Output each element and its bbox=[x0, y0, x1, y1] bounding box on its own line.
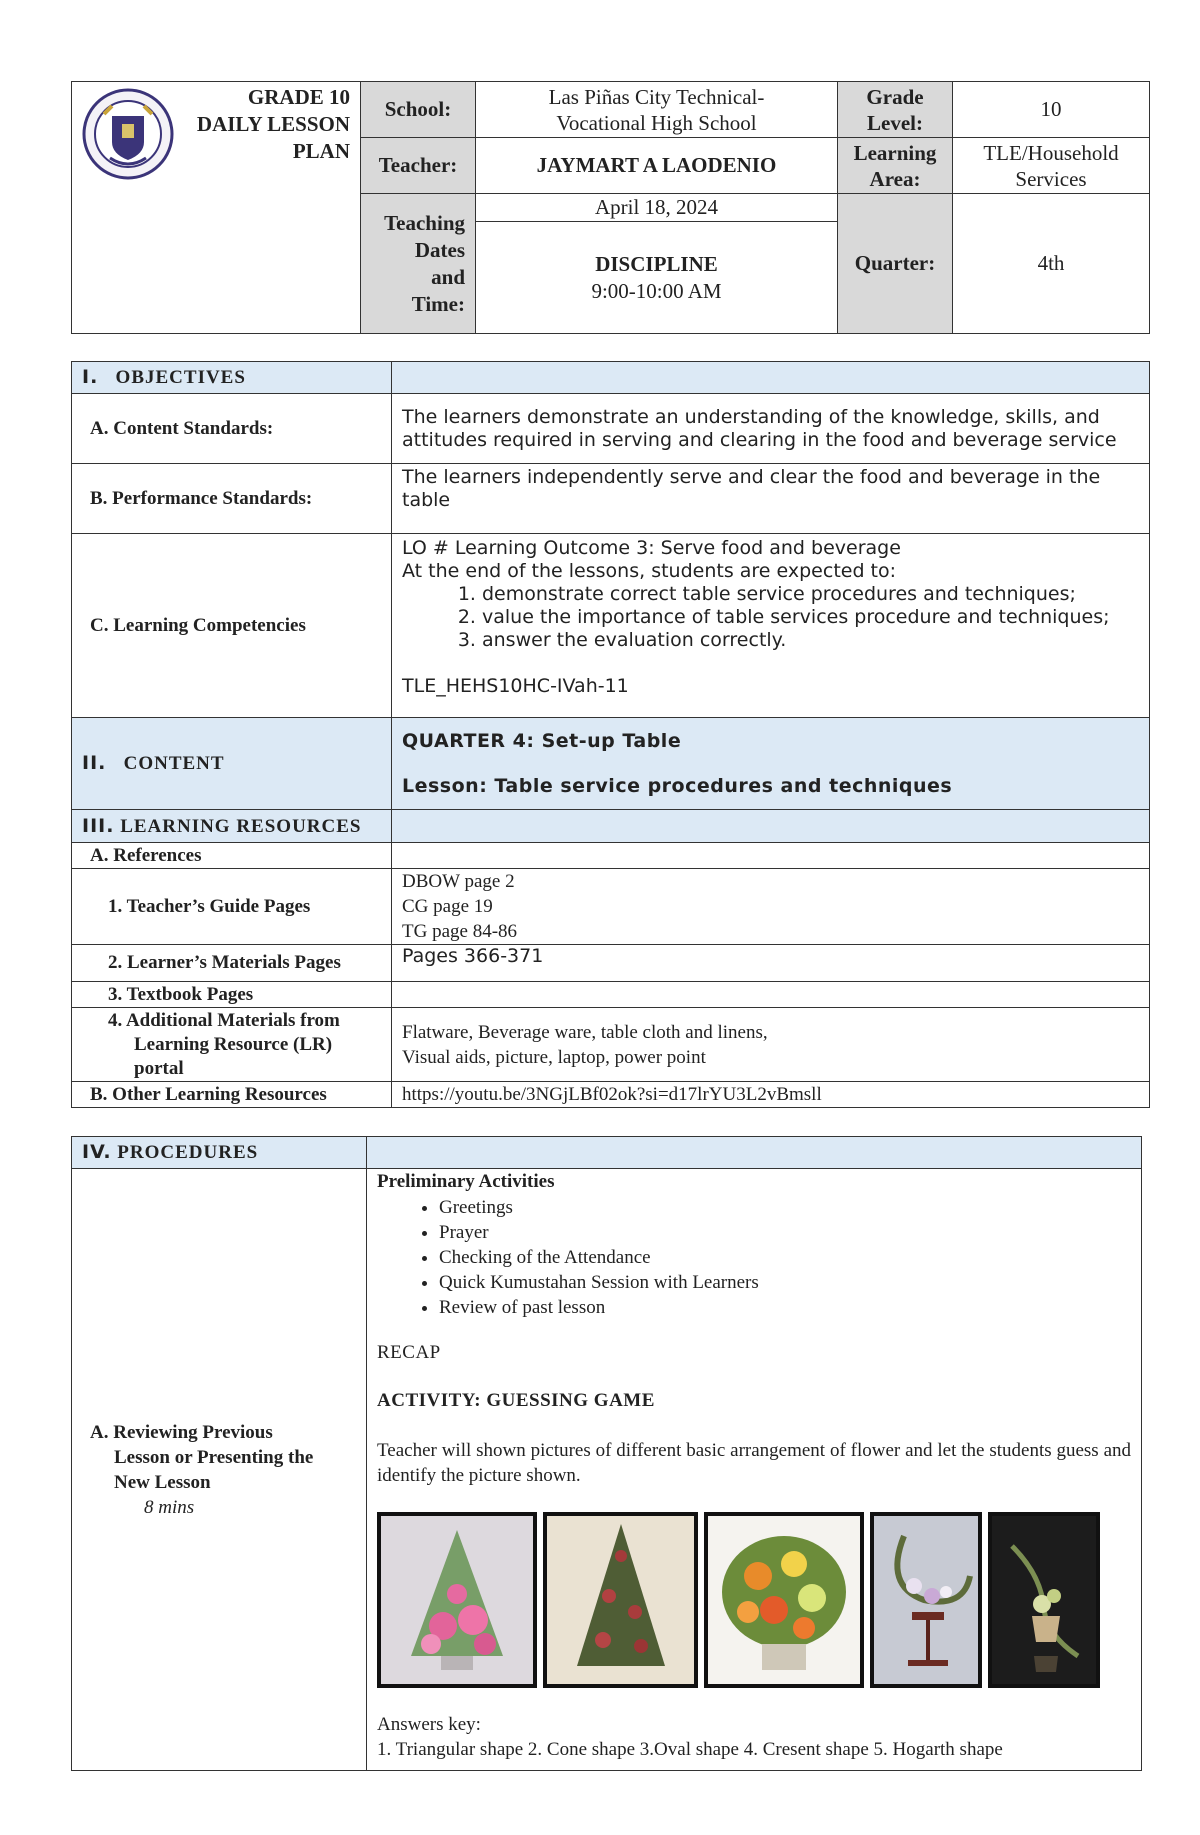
section-name: DISCIPLINE bbox=[595, 251, 718, 276]
label-line: Lesson or Presenting the bbox=[114, 1446, 314, 1468]
competency-code: TLE_HEHS10HC-IVah-11 bbox=[402, 675, 629, 697]
heading-number: IV. bbox=[82, 1141, 112, 1163]
other-resources-label: B. Other Learning Resources bbox=[72, 1082, 392, 1108]
empty-cell bbox=[392, 843, 1150, 869]
heading-number: III. bbox=[82, 814, 115, 837]
lesson-line: Lesson: Table service procedures and techniques bbox=[402, 774, 953, 797]
grade-label-line: Grade bbox=[866, 84, 924, 109]
flower-photos bbox=[377, 1512, 1131, 1688]
heading-text: LEARNING RESOURCES bbox=[120, 815, 362, 837]
label-line: 4. Additional Materials from bbox=[108, 1009, 340, 1031]
dates-label-line: Time: bbox=[411, 291, 465, 316]
plan-title-line: GRADE 10 bbox=[247, 85, 350, 109]
empty-cell bbox=[392, 362, 1150, 394]
performance-standards-label: B. Performance Standards: bbox=[72, 464, 392, 534]
flower-photo-hogarth bbox=[988, 1512, 1100, 1688]
preliminary-item: • Quick Kumustahan Session with Learners bbox=[439, 1270, 1131, 1295]
performance-standards-text: The learners independently serve and clear the food and beverage in the table bbox=[392, 464, 1150, 534]
flower-photo-crescent bbox=[870, 1512, 982, 1688]
flower-photo-triangular bbox=[377, 1512, 537, 1688]
flower-image bbox=[381, 1516, 533, 1684]
quarter-label: Quarter: bbox=[838, 194, 953, 334]
tg-line: CG page 19 bbox=[402, 896, 493, 917]
area-value-line: TLE/Household bbox=[983, 140, 1119, 165]
flower-photo-cone bbox=[543, 1512, 698, 1688]
teachers-guide-label: 1. Teacher’s Guide Pages bbox=[72, 869, 392, 945]
heading-text: CONTENT bbox=[123, 753, 225, 774]
competency-list bbox=[402, 583, 1139, 652]
activity-text: Teacher will shown pictures of different basic arrangement of flower and let the students guess and identify the picture shown. bbox=[377, 1440, 1131, 1486]
activity-title: ACTIVITY: GUESSING GAME bbox=[377, 1390, 655, 1411]
preliminary-title: Preliminary Activities bbox=[377, 1171, 555, 1192]
heading-text: PROCEDURES bbox=[117, 1142, 259, 1163]
area-value bbox=[953, 138, 1150, 194]
quarter-value: 4th bbox=[953, 194, 1150, 334]
dates-label-line: Dates bbox=[414, 237, 465, 262]
plan-title-line: DAILY LESSON bbox=[196, 112, 350, 136]
learners-materials-pages: Pages 366-371 bbox=[392, 945, 1150, 982]
additional-materials-label bbox=[72, 1008, 392, 1082]
flower-image bbox=[708, 1516, 860, 1684]
preliminary-item: • Checking of the Attendance bbox=[439, 1245, 1131, 1270]
header-table bbox=[71, 81, 1150, 334]
answers-label: Answers key: bbox=[377, 1714, 481, 1735]
dates-label-line: and bbox=[431, 264, 465, 289]
heading-number: II. bbox=[82, 752, 107, 774]
competency-item: 2. value the importance of table services procedure and techniques; bbox=[482, 606, 1139, 629]
textbook-label: 3. Textbook Pages bbox=[72, 982, 392, 1008]
competency-item: 1. demonstrate correct table service procedures and techniques; bbox=[482, 583, 1139, 606]
learning-competencies-label: C. Learning Competencies bbox=[72, 534, 392, 718]
dates-label bbox=[361, 194, 476, 334]
flower-photo-oval bbox=[704, 1512, 864, 1688]
preliminary-item: • Greetings bbox=[439, 1195, 1131, 1220]
tg-line: DBOW page 2 bbox=[402, 871, 515, 892]
deped-seal-icon bbox=[82, 88, 174, 180]
learners-materials-label: 2. Learner’s Materials Pages bbox=[72, 945, 392, 982]
flower-image bbox=[992, 1516, 1096, 1684]
learning-competencies-cell bbox=[392, 534, 1150, 718]
teachers-guide-pages bbox=[392, 869, 1150, 945]
date-value: April 18, 2024 bbox=[476, 194, 838, 222]
school-value bbox=[476, 82, 838, 138]
grade-label-line: Level: bbox=[867, 110, 923, 135]
references-label: A. References bbox=[72, 843, 392, 869]
heading-number: I. bbox=[82, 366, 99, 388]
preliminary-list bbox=[377, 1195, 1131, 1320]
resources-heading bbox=[72, 810, 392, 843]
heading-text: OBJECTIVES bbox=[115, 367, 246, 388]
objectives-table bbox=[71, 361, 1150, 1108]
grade-label bbox=[838, 82, 953, 138]
review-lesson-content bbox=[367, 1169, 1142, 1771]
grade-value: 10 bbox=[953, 82, 1150, 138]
section-time-cell bbox=[476, 222, 838, 334]
review-lesson-label bbox=[72, 1169, 367, 1771]
teacher-value: JAYMART A LAODENIO bbox=[476, 138, 838, 194]
recap-text: RECAP bbox=[377, 1342, 441, 1363]
procedures-table bbox=[71, 1136, 1142, 1771]
preliminary-item: • Review of past lesson bbox=[439, 1295, 1131, 1320]
logo-title-cell bbox=[72, 82, 361, 334]
area-value-line: Services bbox=[1015, 166, 1087, 191]
objectives-heading bbox=[72, 362, 392, 394]
dates-label-line: Teaching bbox=[384, 210, 465, 235]
intro-line: At the end of the lessons, students are expected to: bbox=[402, 560, 897, 582]
additional-materials-value bbox=[392, 1008, 1150, 1082]
label-line: New Lesson bbox=[114, 1471, 211, 1493]
label-line: portal bbox=[134, 1057, 184, 1079]
content-heading bbox=[72, 718, 392, 810]
school-line: Las Piñas City Technical- bbox=[548, 84, 765, 109]
preliminary-item: • Prayer bbox=[439, 1220, 1131, 1245]
lo-line: LO # Learning Outcome 3: Serve food and beverage bbox=[402, 537, 901, 559]
teacher-label: Teacher: bbox=[361, 138, 476, 194]
flower-image bbox=[547, 1516, 694, 1684]
school-label: School: bbox=[361, 82, 476, 138]
materials-line: Visual aids, picture, laptop, power point bbox=[402, 1046, 706, 1068]
plan-title bbox=[197, 84, 350, 165]
other-resources-link[interactable]: https://youtu.be/3NGjLBf02ok?si=d17lrYU3L2vBmsll bbox=[392, 1082, 1150, 1108]
area-label-line: Learning bbox=[853, 140, 937, 165]
textbook-pages bbox=[392, 982, 1150, 1008]
empty-cell bbox=[367, 1137, 1142, 1169]
competency-item: 3. answer the evaluation correctly. bbox=[482, 629, 1139, 652]
area-label-line: Area: bbox=[869, 166, 921, 191]
school-line: Vocational High School bbox=[556, 110, 757, 135]
plan-title-line: PLAN bbox=[292, 139, 350, 163]
content-standards-label: A. Content Standards: bbox=[72, 394, 392, 464]
content-cell bbox=[392, 718, 1150, 810]
tg-line: TG page 84-86 bbox=[402, 921, 518, 942]
review-time: 8 mins bbox=[144, 1496, 195, 1518]
empty-cell bbox=[392, 810, 1150, 843]
flower-image bbox=[874, 1516, 978, 1684]
content-standards-text: The learners demonstrate an understanding of the knowledge, skills, and attitudes required in serving and clearing in the food and beverage service bbox=[392, 394, 1150, 464]
procedures-heading bbox=[72, 1137, 367, 1169]
answers-text: 1. Triangular shape 2. Cone shape 3.Oval shape 4. Cresent shape 5. Hogarth shape bbox=[377, 1739, 1003, 1760]
label-line: A. Reviewing Previous bbox=[90, 1421, 273, 1443]
quarter-line: QUARTER 4: Set-up Table bbox=[402, 729, 682, 752]
materials-line: Flatware, Beverage ware, table cloth and linens, bbox=[402, 1021, 768, 1043]
area-label bbox=[838, 138, 953, 194]
time-value: 9:00-10:00 AM bbox=[591, 278, 722, 303]
label-line: Learning Resource (LR) bbox=[134, 1033, 333, 1055]
